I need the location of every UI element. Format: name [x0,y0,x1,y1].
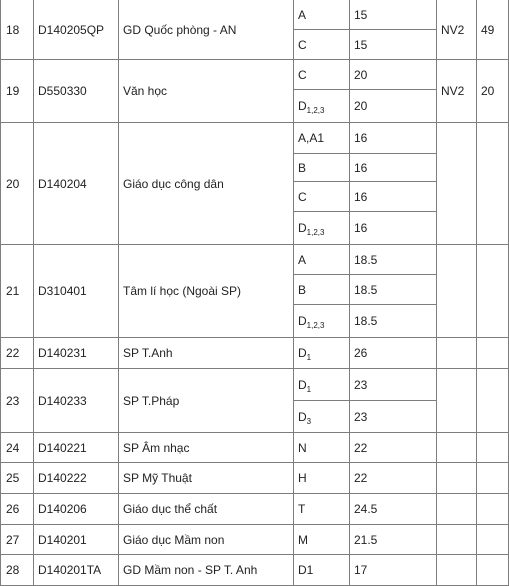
row-number: 18 [1,0,34,60]
exam-block-subscript: 1 [306,384,312,394]
aspiration-round [437,433,477,463]
aspiration-round [437,369,477,433]
admission-score: 22 [350,463,437,494]
major-code: D140201 [34,525,119,555]
aspiration-round [437,494,477,525]
major-name: SP T.Pháp [119,369,294,433]
exam-block-letter: D [298,314,307,328]
exam-block [294,0,350,30]
exam-block-letter: B [298,282,307,297]
aspiration-round: NV2 [437,60,477,123]
admission-score: 23 [350,369,437,401]
exam-block [294,494,350,525]
quota: 20 [477,60,509,123]
admission-score: 26 [350,338,437,369]
table-row [1,433,509,463]
admission-score: 23 [350,401,437,433]
major-code: D310401 [34,245,119,338]
admission-score: 18.5 [350,245,437,275]
exam-block-letter: B [298,160,307,175]
admission-score: 18.5 [350,305,437,338]
admissions-table-body [1,0,509,586]
table-row [1,463,509,494]
major-name: Giáo dục Mầm non [119,525,294,555]
exam-block-letter: M [298,532,308,547]
exam-block-subscript: 1,2,3 [306,228,325,237]
quota [477,433,509,463]
admission-score: 16 [350,212,437,245]
major-code: D140201TA [34,555,119,586]
admission-score: 21.5 [350,525,437,555]
quota: 49 [477,0,509,60]
quota [477,463,509,494]
exam-block [294,154,350,182]
table-row [1,245,509,275]
exam-block [294,433,350,463]
major-name: GD Mầm non - SP T. Anh [119,555,294,586]
exam-block [294,525,350,555]
major-name: Giáo dục thể chất [119,494,294,525]
quota [477,338,509,369]
exam-block-letter: H [298,471,307,485]
exam-block-letter: C [298,67,307,82]
exam-block [294,305,350,338]
exam-block-letter: D [298,346,307,360]
row-number: 23 [1,369,34,433]
exam-block [294,90,350,123]
row-number: 21 [1,245,34,338]
aspiration-round [437,463,477,494]
major-name: Tâm lí học (Ngoài SP) [119,245,294,338]
exam-block [294,245,350,275]
aspiration-round [437,338,477,369]
major-name: SP Mỹ Thuật [119,463,294,494]
table-row [1,494,509,525]
row-number: 27 [1,525,34,555]
admission-score: 24.5 [350,494,437,525]
admission-score: 20 [350,90,437,123]
aspiration-round [437,245,477,338]
exam-block-letter: D1 [298,563,314,577]
row-number: 25 [1,463,34,494]
admission-score: 15 [350,30,437,60]
quota [477,245,509,338]
table-row [1,60,509,90]
major-name: SP T.Anh [119,338,294,369]
aspiration-round [437,525,477,555]
table-row [1,555,509,586]
admission-score: 16 [350,182,437,212]
major-name: Văn học [119,60,294,123]
admission-score: 15 [350,0,437,30]
exam-block-letter: D [298,377,307,392]
major-code: D140221 [34,433,119,463]
major-name: SP Âm nhạc [119,433,294,463]
admission-score: 18.5 [350,275,437,305]
table-row [1,338,509,369]
exam-block [294,369,350,401]
major-name: GD Quốc phòng - AN [119,0,294,60]
quota [477,525,509,555]
major-code: D140204 [34,123,119,245]
aspiration-round: NV2 [437,0,477,60]
major-code: D140205QP [34,0,119,60]
exam-block-letter: C [298,189,307,204]
exam-block [294,60,350,90]
exam-block [294,182,350,212]
exam-block-letter: A [298,252,307,267]
table-row [1,0,509,30]
table-row [1,369,509,401]
exam-block-subscript: 3 [306,416,312,426]
exam-block-letter: D [298,409,307,424]
table-row [1,525,509,555]
exam-block [294,338,350,369]
row-number: 19 [1,60,34,123]
admission-score: 16 [350,154,437,182]
exam-block [294,123,350,154]
row-number: 24 [1,433,34,463]
row-number: 22 [1,338,34,369]
major-code: D140206 [34,494,119,525]
row-number: 28 [1,555,34,586]
exam-block [294,212,350,245]
major-code: D140231 [34,338,119,369]
admission-score: 17 [350,555,437,586]
aspiration-round [437,123,477,245]
exam-block [294,401,350,433]
quota [477,123,509,245]
exam-block-subscript: 1,2,3 [306,106,325,115]
admission-score: 20 [350,60,437,90]
exam-block [294,30,350,60]
exam-block-letter: A [298,7,307,22]
quota [477,555,509,586]
admission-score: 22 [350,433,437,463]
row-number: 20 [1,123,34,245]
major-code: D140222 [34,463,119,494]
exam-block-letter: D [298,221,307,235]
exam-block-letter: A,A1 [298,131,325,145]
exam-block [294,555,350,586]
exam-block [294,275,350,305]
major-name: Giáo dục công dân [119,123,294,245]
exam-block-subscript: 1 [306,353,312,362]
exam-block-letter: C [298,37,307,52]
exam-block-letter: T [298,502,306,516]
quota [477,494,509,525]
exam-block-subscript: 1,2,3 [306,321,325,330]
row-number: 26 [1,494,34,525]
table-row [1,123,509,154]
major-code: D550330 [34,60,119,123]
exam-block-letter: N [298,440,307,455]
admission-score: 16 [350,123,437,154]
exam-block [294,463,350,494]
major-code: D140233 [34,369,119,433]
aspiration-round [437,555,477,586]
quota [477,369,509,433]
exam-block-letter: D [298,99,307,113]
